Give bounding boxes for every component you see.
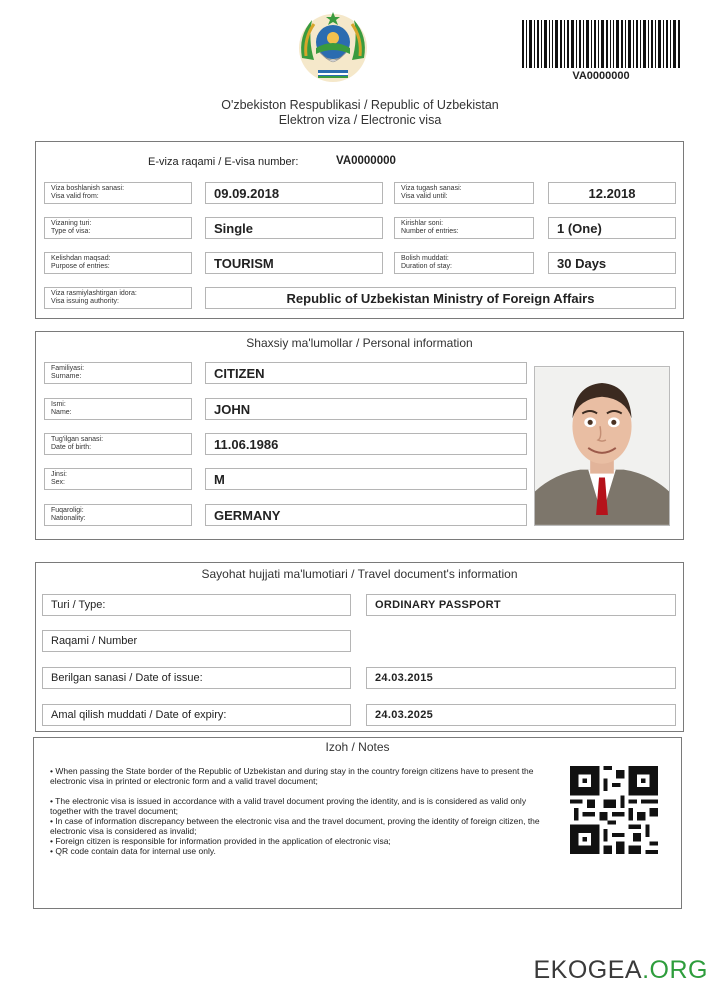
- dob-label: Tug'ilgan sanasi: Date of birth:: [44, 433, 192, 455]
- evisa-number-label: E-viza raqami / E-visa number:: [148, 156, 299, 168]
- nationality-label: Fuqaroligi: Nationality:: [44, 504, 192, 526]
- evisa-number-value: VA0000000: [336, 155, 396, 167]
- barcode-icon: [522, 20, 680, 68]
- travel-document-title: Sayohat hujjati ma'lumotiari / Travel document's information: [201, 567, 518, 581]
- personal-info-title: Shaxsiy ma'lumollar / Personal information: [246, 336, 473, 350]
- uzbekistan-emblem-icon: [292, 8, 374, 86]
- name-label: Ismi: Name:: [44, 398, 192, 420]
- valid-until-label: Viza tugash sanasi: Visa valid until:: [394, 182, 534, 204]
- watermark-logo: EKOGEA.ORG: [533, 956, 708, 984]
- notes-list: [50, 766, 558, 856]
- holder-photo: [534, 366, 670, 526]
- name-value: JOHN: [205, 398, 527, 420]
- visa-type-value: Single: [205, 217, 383, 239]
- sex-label: Jinsi: Sex:: [44, 468, 192, 490]
- entries-label: Kirishlar soni: Number of entries:: [394, 217, 534, 239]
- notes-title: Izoh / Notes: [325, 740, 390, 754]
- purpose-value: TOURISM: [205, 252, 383, 274]
- note-item: • QR code contain data for internal use only.: [50, 846, 216, 856]
- issue-date-value: 24.03.2015: [366, 667, 676, 689]
- duration-label: Bolish muddati: Duration of stay:: [394, 252, 534, 274]
- valid-until-value: 12.2018: [548, 182, 676, 204]
- note-item: • Foreign citizen is responsible for information provided in the application of electronic visa;: [50, 836, 391, 846]
- authority-value: Republic of Uzbekistan Ministry of Foreign Affairs: [205, 287, 676, 309]
- valid-from-value: 09.09.2018: [205, 182, 383, 204]
- valid-from-label: Viza boshlanish sanasi: Visa valid from:: [44, 182, 192, 204]
- authority-label: Viza rasmiylashtirgan idora: Visa issuing authority:: [44, 287, 192, 309]
- header-doc-type: Elektron viza / Electronic visa: [278, 113, 442, 127]
- entries-value: 1 (One): [548, 217, 676, 239]
- doc-type-value: ORDINARY PASSPORT: [366, 594, 676, 616]
- visa-type-label: Vizaning turi: Type of visa:: [44, 217, 192, 239]
- expiry-date-label: Amal qilish muddati / Date of expiry:: [42, 704, 351, 726]
- surname-value: CITIZEN: [205, 362, 527, 384]
- document-header: [0, 98, 720, 128]
- duration-value: 30 Days: [548, 252, 676, 274]
- doc-type-label: Turi / Type:: [42, 594, 351, 616]
- purpose-label: Kelishdan maqsad: Purpose of entries:: [44, 252, 192, 274]
- qr-code-icon: [570, 766, 658, 854]
- note-item: • In case of information discrepancy between the electronic visa and the travel document, proving the identity of foreign citizen, the electronic visa is considered as invalid;: [50, 816, 540, 836]
- issue-date-label: Berilgan sanasi / Date of issue:: [42, 667, 351, 689]
- sex-value: M: [205, 468, 527, 490]
- header-country: O'zbekiston Respublikasi / Republic of Uzbekistan: [221, 98, 499, 112]
- note-item: • When passing the State border of the Republic of Uzbekistan and during stay in the country foreign citizens have to present the electronic visa in printed or electronic form and a valid travel document;: [50, 766, 534, 786]
- surname-label: Familiyasi: Surname:: [44, 362, 192, 384]
- doc-number-label: Raqami / Number: [42, 630, 351, 652]
- dob-value: 11.06.1986: [205, 433, 527, 455]
- note-item: • The electronic visa is issued in accordance with a valid travel document proving the identity, and is is considered as valid only together with the travel document;: [50, 796, 527, 816]
- expiry-date-value: 24.03.2025: [366, 704, 676, 726]
- barcode-number: VA0000000: [572, 70, 630, 82]
- notes-section: [33, 737, 682, 909]
- nationality-value: GERMANY: [205, 504, 527, 526]
